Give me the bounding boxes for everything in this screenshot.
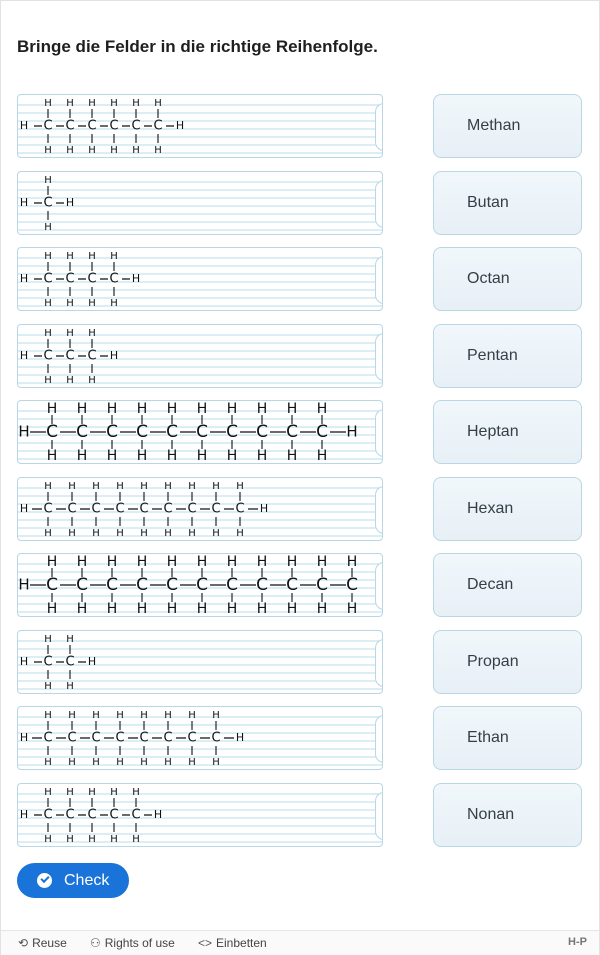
hydrogen-atom: H xyxy=(166,601,178,616)
hydrogen-atom: H xyxy=(44,757,52,768)
structural-formula-drawing xyxy=(18,478,382,540)
hydrogen-atom: H xyxy=(166,554,178,570)
hydrogen-atom: H xyxy=(196,448,208,463)
hydrogen-atom: H xyxy=(140,528,148,539)
carbon-atom: C xyxy=(166,575,178,595)
hydrogen-atom: H xyxy=(196,554,208,570)
hydrogen-atom: H xyxy=(110,298,118,309)
alkane-name-tile[interactable]: Pentan xyxy=(433,324,582,388)
hydrogen-atom: H xyxy=(76,448,88,463)
hydrogen-atom: H xyxy=(132,834,140,845)
hydrogen-atom: H xyxy=(76,601,88,616)
hydrogen-atom: H xyxy=(140,710,148,721)
carbon-atom: C xyxy=(131,807,141,823)
carbon-atom: C xyxy=(136,422,148,442)
carbon-atom: C xyxy=(43,730,53,746)
drop-notch xyxy=(375,639,383,687)
hydrogen-atom: H xyxy=(87,655,97,668)
carbon-atom: C xyxy=(187,730,197,746)
hydrogen-atom: H xyxy=(106,554,118,570)
carbon-atom: C xyxy=(211,501,221,517)
hydrogen-atom: H xyxy=(110,834,118,845)
hydrogen-atom: H xyxy=(110,145,118,156)
hydrogen-atom: H xyxy=(136,554,148,570)
hydrogen-atom: H xyxy=(188,710,196,721)
hydrogen-atom: H xyxy=(88,787,96,798)
hydrogen-atom: H xyxy=(76,554,88,570)
carbon-atom: C xyxy=(43,807,53,823)
hydrogen-atom: H xyxy=(166,401,178,417)
hydrogen-atom: H xyxy=(66,145,74,156)
hydrogen-atom: H xyxy=(44,681,52,692)
hydrogen-atom: H xyxy=(68,528,76,539)
carbon-atom: C xyxy=(43,654,53,670)
carbon-atom: C xyxy=(87,807,97,823)
hydrogen-atom: H xyxy=(188,528,196,539)
carbon-atom: C xyxy=(316,575,328,595)
structure-card[interactable] xyxy=(17,553,383,617)
structure-card[interactable] xyxy=(17,706,383,770)
drop-notch xyxy=(375,103,383,151)
structural-formula-drawing xyxy=(18,784,382,846)
alkane-name-tile[interactable]: Ethan xyxy=(433,706,582,770)
hydrogen-atom: H xyxy=(109,349,119,362)
hydrogen-atom: H xyxy=(153,808,163,821)
hydrogen-atom: H xyxy=(226,448,238,463)
carbon-atom: C xyxy=(163,730,173,746)
hydrogen-atom: H xyxy=(175,119,185,132)
hydrogen-atom: H xyxy=(92,528,100,539)
carbon-atom: C xyxy=(43,118,53,134)
carbon-atom: C xyxy=(109,118,119,134)
carbon-atom: C xyxy=(256,575,268,595)
structure-card[interactable] xyxy=(17,171,383,235)
carbon-atom: C xyxy=(65,118,75,134)
hydrogen-atom: H xyxy=(256,401,268,417)
carbon-atom: C xyxy=(87,118,97,134)
hydrogen-atom: H xyxy=(66,375,74,386)
carbon-atom: C xyxy=(139,730,149,746)
hydrogen-atom: H xyxy=(88,298,96,309)
hydrogen-atom: H xyxy=(46,554,58,570)
carbon-atom: C xyxy=(346,575,358,595)
structural-formula-drawing xyxy=(18,95,382,157)
hydrogen-atom: H xyxy=(196,601,208,616)
carbon-atom: C xyxy=(153,118,163,134)
carbon-atom: C xyxy=(91,501,101,517)
hydrogen-atom: H xyxy=(110,251,118,262)
hydrogen-atom: H xyxy=(44,634,52,645)
hydrogen-atom: H xyxy=(66,681,74,692)
carbon-atom: C xyxy=(65,348,75,364)
hydrogen-atom: H xyxy=(19,196,29,209)
hydrogen-atom: H xyxy=(212,757,220,768)
hydrogen-atom: H xyxy=(66,328,74,339)
hydrogen-atom: H xyxy=(44,787,52,798)
structural-formula-drawing xyxy=(18,401,382,463)
hydrogen-atom: H xyxy=(286,448,298,463)
carbon-atom: C xyxy=(226,575,238,595)
hydrogen-atom: H xyxy=(68,710,76,721)
carbon-atom: C xyxy=(76,575,88,595)
hydrogen-atom: H xyxy=(235,731,245,744)
hydrogen-atom: H xyxy=(140,481,148,492)
hydrogen-atom: H xyxy=(44,375,52,386)
hydrogen-atom: H xyxy=(44,481,52,492)
hydrogen-atom: H xyxy=(19,655,29,668)
hydrogen-atom: H xyxy=(66,634,74,645)
hydrogen-atom: H xyxy=(132,98,140,109)
check-circle-icon xyxy=(37,873,52,888)
hydrogen-atom: H xyxy=(44,528,52,539)
structure-card[interactable] xyxy=(17,477,383,541)
reuse-icon: ⟲ xyxy=(18,936,29,950)
hydrogen-atom: H xyxy=(164,757,172,768)
carbon-atom: C xyxy=(76,422,88,442)
drop-notch xyxy=(375,562,383,610)
hydrogen-atom: H xyxy=(132,787,140,798)
carbon-atom: C xyxy=(316,422,328,442)
hydrogen-atom: H xyxy=(44,710,52,721)
hydrogen-atom: H xyxy=(131,272,141,285)
hydrogen-atom: H xyxy=(92,710,100,721)
hydrogen-atom: H xyxy=(44,175,52,186)
hydrogen-atom: H xyxy=(212,710,220,721)
carbon-atom: C xyxy=(187,501,197,517)
hydrogen-atom: H xyxy=(66,834,74,845)
alkane-name-tile[interactable]: Hexan xyxy=(433,477,582,541)
structure-card[interactable] xyxy=(17,630,383,694)
carbon-atom: C xyxy=(211,730,221,746)
carbon-atom: C xyxy=(115,501,125,517)
hydrogen-atom: H xyxy=(19,349,29,362)
carbon-atom: C xyxy=(109,807,119,823)
hydrogen-atom: H xyxy=(226,401,238,417)
alkane-name-tile[interactable]: Methan xyxy=(433,94,582,158)
hydrogen-atom: H xyxy=(136,401,148,417)
hydrogen-atom: H xyxy=(46,401,58,417)
carbon-atom: C xyxy=(226,422,238,442)
hydrogen-atom: H xyxy=(116,528,124,539)
structure-card[interactable] xyxy=(17,400,383,464)
carbon-atom: C xyxy=(115,730,125,746)
alkane-name-tile[interactable]: Heptan xyxy=(433,400,582,464)
carbon-atom: C xyxy=(67,501,77,517)
hydrogen-atom: H xyxy=(44,222,52,233)
hydrogen-atom: H xyxy=(136,601,148,616)
hydrogen-atom: H xyxy=(68,481,76,492)
hydrogen-atom: H xyxy=(256,601,268,616)
hydrogen-atom: H xyxy=(346,422,358,441)
carbon-atom: C xyxy=(46,575,58,595)
structure-card[interactable] xyxy=(17,94,383,158)
hydrogen-atom: H xyxy=(286,554,298,570)
carbon-atom: C xyxy=(67,730,77,746)
structural-formula-drawing xyxy=(18,554,382,616)
hydrogen-atom: H xyxy=(106,448,118,463)
hydrogen-atom: H xyxy=(88,834,96,845)
alkane-name-tile[interactable]: Butan xyxy=(433,171,582,235)
hydrogen-atom: H xyxy=(66,298,74,309)
structure-card[interactable] xyxy=(17,247,383,311)
hydrogen-atom: H xyxy=(164,710,172,721)
structural-formula-drawing xyxy=(18,248,382,310)
hydrogen-atom: H xyxy=(19,808,29,821)
hydrogen-atom: H xyxy=(166,448,178,463)
rights-of-use-link[interactable] xyxy=(90,936,175,950)
drop-notch xyxy=(375,792,383,840)
drop-notch xyxy=(375,715,383,763)
drop-notch xyxy=(375,409,383,457)
carbon-atom: C xyxy=(65,807,75,823)
code-icon: <> xyxy=(198,936,213,950)
hydrogen-atom: H xyxy=(46,448,58,463)
structure-card[interactable] xyxy=(17,783,383,847)
drop-notch xyxy=(375,256,383,304)
hydrogen-atom: H xyxy=(44,145,52,156)
reuse-link[interactable] xyxy=(18,936,67,950)
carbon-atom: C xyxy=(235,501,245,517)
hydrogen-atom: H xyxy=(188,757,196,768)
carbon-atom: C xyxy=(139,501,149,517)
hydrogen-atom: H xyxy=(19,502,29,515)
carbon-atom: C xyxy=(136,575,148,595)
drop-notch xyxy=(375,486,383,534)
hydrogen-atom: H xyxy=(116,481,124,492)
hydrogen-atom: H xyxy=(164,528,172,539)
carbon-atom: C xyxy=(256,422,268,442)
hydrogen-atom: H xyxy=(140,757,148,768)
hydrogen-atom: H xyxy=(66,251,74,262)
hydrogen-atom: H xyxy=(226,554,238,570)
carbon-atom: C xyxy=(43,271,53,287)
hydrogen-atom: H xyxy=(116,757,124,768)
carbon-atom: C xyxy=(43,501,53,517)
hydrogen-atom: H xyxy=(92,481,100,492)
hydrogen-atom: H xyxy=(236,528,244,539)
hydrogen-atom: H xyxy=(236,481,244,492)
carbon-atom: C xyxy=(109,271,119,287)
hydrogen-atom: H xyxy=(66,787,74,798)
carbon-atom: C xyxy=(106,575,118,595)
hydrogen-atom: H xyxy=(88,328,96,339)
hydrogen-atom: H xyxy=(19,272,29,285)
hydrogen-atom: H xyxy=(154,145,162,156)
hydrogen-atom: H xyxy=(316,554,328,570)
check-button-label: Check xyxy=(64,871,110,889)
hydrogen-atom: H xyxy=(286,601,298,616)
hydrogen-atom: H xyxy=(18,422,30,441)
handshake-icon: ⚇ xyxy=(90,936,101,950)
hydrogen-atom: H xyxy=(76,401,88,417)
hydrogen-atom: H xyxy=(256,554,268,570)
carbon-atom: C xyxy=(87,271,97,287)
hydrogen-atom: H xyxy=(19,119,29,132)
drop-notch xyxy=(375,333,383,381)
carbon-atom: C xyxy=(163,501,173,517)
hydrogen-atom: H xyxy=(132,145,140,156)
hydrogen-atom: H xyxy=(136,448,148,463)
task-title: Bringe die Felder in die richtige Reihenfolge. xyxy=(17,37,378,56)
check-button[interactable] xyxy=(17,863,129,898)
hydrogen-atom: H xyxy=(226,601,238,616)
hydrogen-atom: H xyxy=(256,448,268,463)
hydrogen-atom: H xyxy=(66,98,74,109)
hydrogen-atom: H xyxy=(316,401,328,417)
hydrogen-atom: H xyxy=(68,757,76,768)
hydrogen-atom: H xyxy=(346,554,358,570)
hydrogen-atom: H xyxy=(316,601,328,616)
carbon-atom: C xyxy=(65,271,75,287)
hydrogen-atom: H xyxy=(44,98,52,109)
hydrogen-atom: H xyxy=(316,448,328,463)
carbon-atom: C xyxy=(43,195,53,211)
rights-of-use-label: Rights of use xyxy=(104,936,175,950)
hydrogen-atom: H xyxy=(259,502,269,515)
hydrogen-atom: H xyxy=(110,787,118,798)
embed-link[interactable] xyxy=(198,936,267,950)
hydrogen-atom: H xyxy=(44,298,52,309)
carbon-atom: C xyxy=(87,348,97,364)
hydrogen-atom: H xyxy=(286,401,298,417)
embed-label: Einbetten xyxy=(216,936,267,950)
structural-formula-drawing xyxy=(18,707,382,769)
hydrogen-atom: H xyxy=(92,757,100,768)
hydrogen-atom: H xyxy=(346,601,358,616)
carbon-atom: C xyxy=(43,348,53,364)
hydrogen-atom: H xyxy=(18,575,30,594)
carbon-atom: C xyxy=(286,575,298,595)
carbon-atom: C xyxy=(65,654,75,670)
structural-formula-drawing xyxy=(18,631,382,693)
footer-bar xyxy=(1,930,599,955)
hydrogen-atom: H xyxy=(88,145,96,156)
carbon-atom: C xyxy=(106,422,118,442)
hydrogen-atom: H xyxy=(196,401,208,417)
hydrogen-atom: H xyxy=(44,834,52,845)
hydrogen-atom: H xyxy=(44,328,52,339)
hydrogen-atom: H xyxy=(212,481,220,492)
hydrogen-atom: H xyxy=(212,528,220,539)
alkane-name-tile[interactable]: Octan xyxy=(433,247,582,311)
structural-formula-drawing xyxy=(18,172,382,234)
hydrogen-atom: H xyxy=(46,601,58,616)
alkane-name-tile[interactable]: Decan xyxy=(433,553,582,617)
hydrogen-atom: H xyxy=(106,601,118,616)
carbon-atom: C xyxy=(196,422,208,442)
hydrogen-atom: H xyxy=(88,251,96,262)
hydrogen-atom: H xyxy=(19,731,29,744)
carbon-atom: C xyxy=(286,422,298,442)
hydrogen-atom: H xyxy=(106,401,118,417)
alkane-name-tile[interactable]: Propan xyxy=(433,630,582,694)
reuse-label: Reuse xyxy=(32,936,67,950)
hydrogen-atom: H xyxy=(88,375,96,386)
hydrogen-atom: H xyxy=(164,481,172,492)
hydrogen-atom: H xyxy=(88,98,96,109)
carbon-atom: C xyxy=(196,575,208,595)
carbon-atom: C xyxy=(91,730,101,746)
carbon-atom: C xyxy=(46,422,58,442)
carbon-atom: C xyxy=(166,422,178,442)
hydrogen-atom: H xyxy=(116,710,124,721)
drop-notch xyxy=(375,180,383,228)
hydrogen-atom: H xyxy=(110,98,118,109)
carbon-atom: C xyxy=(131,118,141,134)
structural-formula-drawing xyxy=(18,325,382,387)
h5p-logo: H-P xyxy=(568,936,587,948)
hydrogen-atom: H xyxy=(188,481,196,492)
alkane-name-tile[interactable]: Nonan xyxy=(433,783,582,847)
hydrogen-atom: H xyxy=(154,98,162,109)
hydrogen-atom: H xyxy=(44,251,52,262)
hydrogen-atom: H xyxy=(65,196,75,209)
structure-card[interactable] xyxy=(17,324,383,388)
